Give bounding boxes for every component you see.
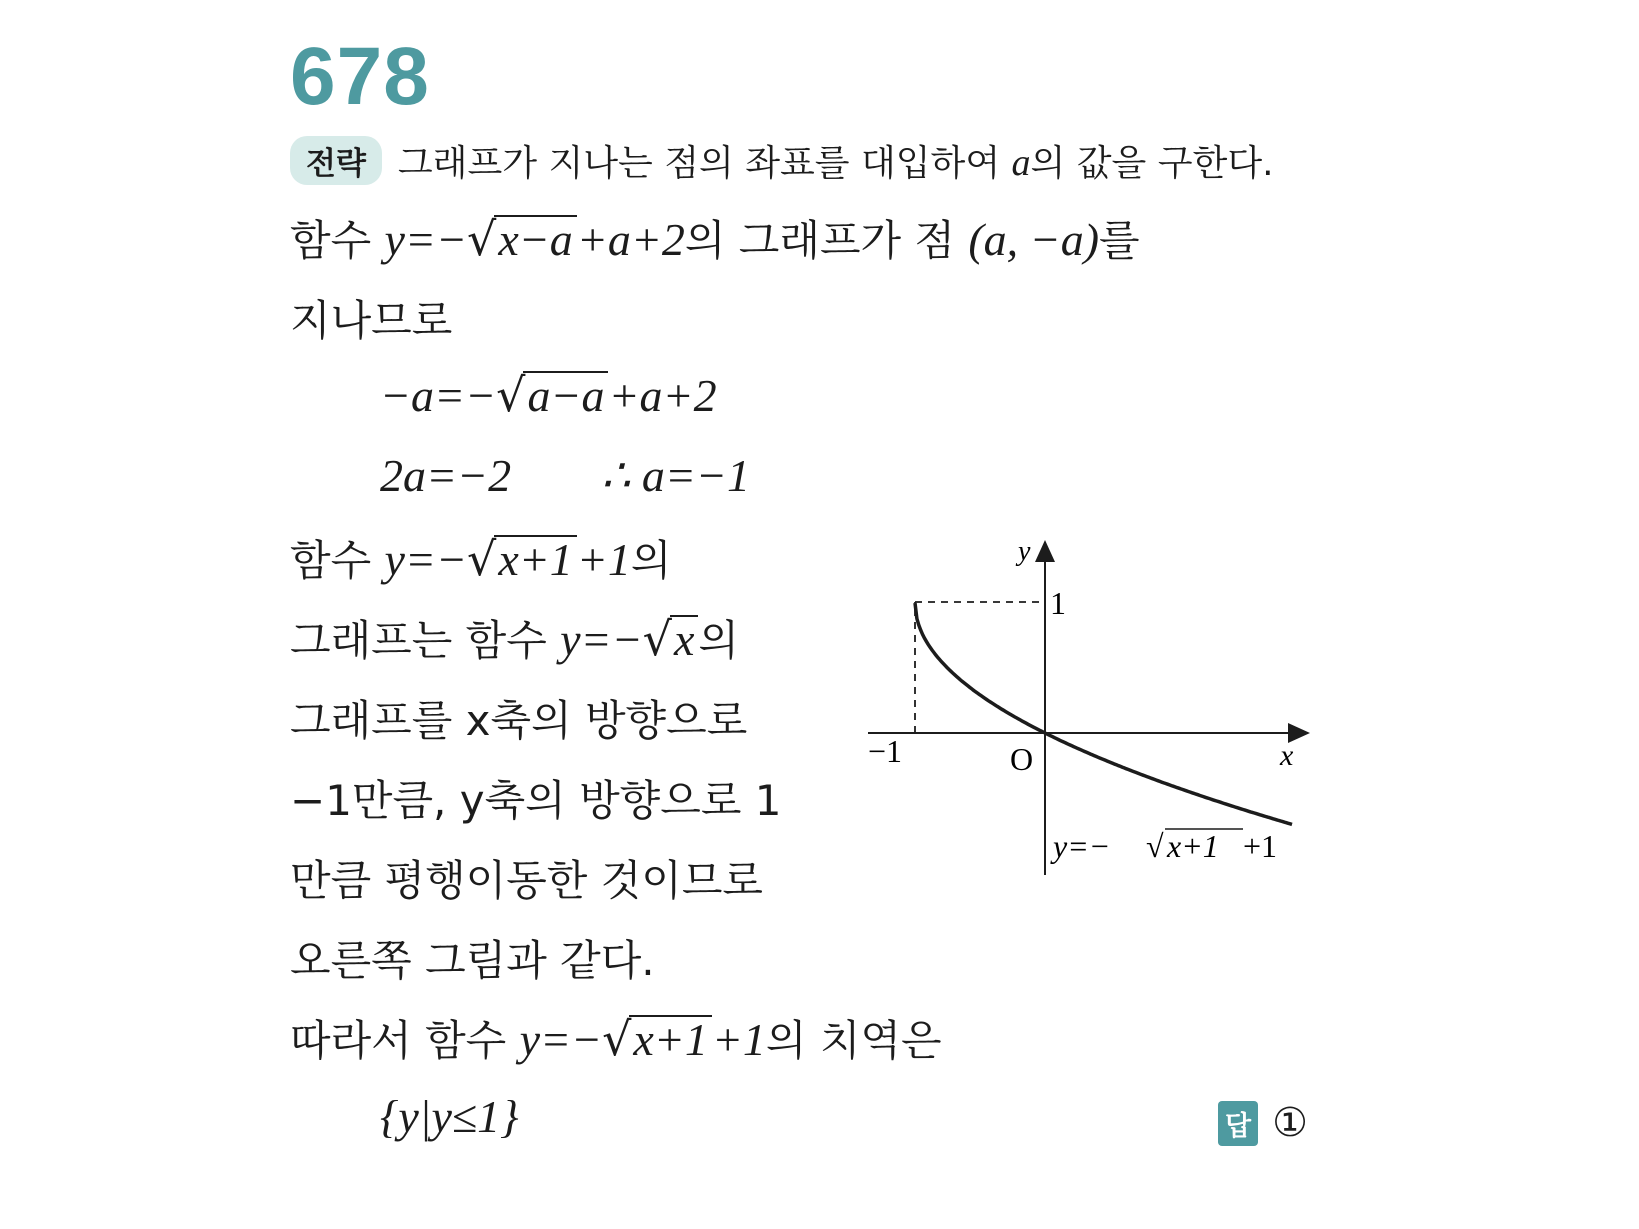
para2-l1-post: 의 xyxy=(630,536,672,585)
para1-eq-rest: +a+2 xyxy=(576,214,685,265)
curve-label-post: +1 xyxy=(1243,828,1278,864)
para2-l2-pre: 그래프는 함수 xyxy=(290,616,561,665)
para2-line2 xyxy=(290,608,739,668)
para3-range xyxy=(380,1090,519,1143)
eq1-radicand: a−a xyxy=(523,371,608,419)
para2-line6: 오른쪽 그림과 같다. xyxy=(290,936,655,985)
para2-l2-rad: x xyxy=(670,615,698,663)
para2-line3: 그래프를 x축의 방향으로 xyxy=(290,696,748,745)
strategy-row xyxy=(290,135,1274,186)
curve-label-rad: x+1 xyxy=(1167,828,1219,864)
para1-mid: 의 그래프가 점 xyxy=(684,216,969,265)
equation-1 xyxy=(380,368,717,422)
y-tick-label: 1 xyxy=(1050,585,1066,621)
strategy-text-post: 의 값을 구한다. xyxy=(1030,143,1274,184)
answer-badge: 답 xyxy=(1218,1101,1258,1146)
para1-line2: 지나므로 xyxy=(290,296,453,345)
sqrt-sign: √ xyxy=(467,212,497,266)
curve-label xyxy=(1050,828,1277,864)
equation-2 xyxy=(380,448,750,502)
curve-label-sqrt: √ xyxy=(1146,828,1164,864)
answer xyxy=(1218,1100,1308,1146)
answer-value: ① xyxy=(1272,1100,1308,1146)
para3-pre: 따라서 함수 xyxy=(290,1016,520,1065)
para3-eq: y=− xyxy=(519,1014,603,1065)
para2-line5: 만큼 평행이동한 것이므로 xyxy=(290,856,763,905)
para2-l1-rad: x+1 xyxy=(494,535,576,583)
sqrt-sign: √ xyxy=(496,368,526,422)
para2-l2-post: 의 xyxy=(698,616,739,665)
para1-eq-lhs: y=− xyxy=(384,214,467,265)
eq1-rest: +a+2 xyxy=(608,370,717,421)
para2-l1-pre: 함수 xyxy=(290,536,385,585)
strategy-badge: 전략 xyxy=(290,136,382,185)
para3-post: 의 치역은 xyxy=(765,1016,942,1065)
function-curve xyxy=(915,603,1292,824)
para3-line1 xyxy=(290,1008,942,1068)
x-tick-label: −1 xyxy=(868,733,903,769)
strategy-text-pre: 그래프가 지나는 점의 좌표를 대입하여 xyxy=(397,143,1012,184)
para2-l2-eq: y=− xyxy=(560,614,643,665)
origin-label: O xyxy=(1010,741,1034,777)
eq2-left: 2a=−2 xyxy=(380,450,512,501)
para1-pre: 함수 xyxy=(290,216,385,265)
range-set: {y|y≤1} xyxy=(380,1091,519,1142)
function-graph xyxy=(860,530,1320,890)
para3-rad: x+1 xyxy=(629,1015,711,1063)
x-axis-label: x xyxy=(1280,739,1294,772)
sqrt-sign: √ xyxy=(602,1012,632,1066)
para2-l1-rest: +1 xyxy=(576,534,631,585)
para2-l1-eq: y=− xyxy=(384,534,467,585)
para1-point: (a, −a) xyxy=(968,214,1100,265)
strategy-var: a xyxy=(1011,142,1031,184)
problem-number: 678 xyxy=(290,31,430,122)
curve-label-pre: y=− xyxy=(1053,828,1111,864)
para1-radicand: x−a xyxy=(494,215,576,263)
sqrt-sign: √ xyxy=(642,612,672,666)
para3-rest: +1 xyxy=(711,1014,766,1065)
eq1-lhs: −a=− xyxy=(380,370,497,421)
para2-line4: −1만큼, y축의 방향으로 1 xyxy=(290,776,782,825)
sqrt-sign: √ xyxy=(467,532,497,586)
para1-post: 를 xyxy=(1099,216,1140,265)
y-axis-label: y xyxy=(1018,536,1031,567)
para1-line1 xyxy=(290,208,1140,268)
para2-line1 xyxy=(290,528,671,588)
eq2-therefore: ∴ a=−1 xyxy=(601,450,750,501)
strategy-text xyxy=(398,135,1274,186)
